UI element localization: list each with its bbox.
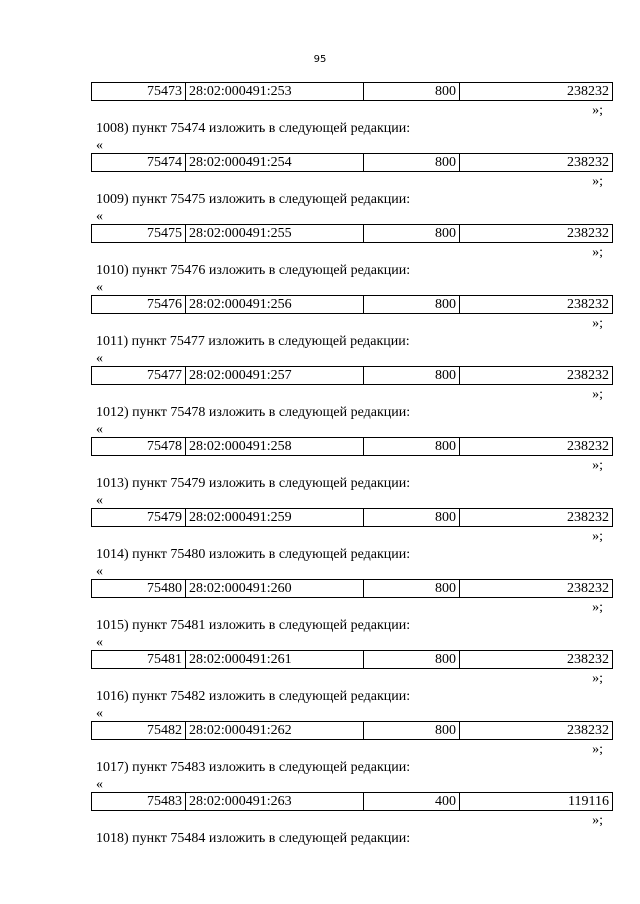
amendment-instruction: 1010) пункт 75476 изложить в следующей редакции: <box>96 263 411 278</box>
table-row <box>91 153 613 172</box>
closing-quote: »; <box>592 245 603 260</box>
opening-quote: « <box>96 706 103 721</box>
value-cell: 238232 <box>460 438 613 456</box>
table-row <box>91 721 613 740</box>
closing-quote: »; <box>592 742 603 757</box>
amendment-block <box>91 224 610 295</box>
item-number-cell: 75476 <box>92 296 186 314</box>
opening-quote: « <box>96 635 103 650</box>
opening-quote <box>96 848 610 863</box>
table-row <box>91 366 613 385</box>
item-number-cell: 75481 <box>92 651 186 669</box>
table-row <box>91 295 613 314</box>
table-row <box>91 792 613 811</box>
cadastral-number-cell: 28:02:000491:260 <box>186 580 364 598</box>
table-row <box>91 437 613 456</box>
cadastral-number-cell: 28:02:000491:262 <box>186 722 364 740</box>
item-number-cell: 75475 <box>92 225 186 243</box>
amendment-instruction: 1013) пункт 75479 изложить в следующей редакции: <box>96 476 411 491</box>
amendment-instruction: 1008) пункт 75474 изложить в следующей редакции: <box>96 121 411 136</box>
value-cell: 238232 <box>460 722 613 740</box>
table-row <box>91 579 613 598</box>
closing-quote: »; <box>592 316 603 331</box>
opening-quote: « <box>96 493 103 508</box>
amendment-block <box>91 579 610 650</box>
cadastral-number-cell: 28:02:000491:263 <box>186 793 364 811</box>
closing-quote: »; <box>592 174 603 189</box>
area-cell: 800 <box>364 438 460 456</box>
item-number-cell: 75480 <box>92 580 186 598</box>
amendment-instruction: 1015) пункт 75481 изложить в следующей редакции: <box>96 618 411 633</box>
page-number: 95 <box>313 54 327 65</box>
value-cell: 238232 <box>460 509 613 527</box>
area-cell: 800 <box>364 509 460 527</box>
amendment-instruction: 1018) пункт 75484 изложить в следующей редакции: <box>96 831 411 846</box>
closing-quote: »; <box>592 671 603 686</box>
amendment-block <box>91 650 610 721</box>
area-cell: 800 <box>364 154 460 172</box>
cadastral-number-cell: 28:02:000491:258 <box>186 438 364 456</box>
table-row <box>91 650 613 669</box>
table-row <box>91 224 613 243</box>
area-cell: 800 <box>364 651 460 669</box>
amendment-instruction: 1012) пункт 75478 изложить в следующей редакции: <box>96 405 411 420</box>
amendment-instruction: 1009) пункт 75475 изложить в следующей редакции: <box>96 192 411 207</box>
item-number-cell: 75477 <box>92 367 186 385</box>
item-number-cell: 75474 <box>92 154 186 172</box>
item-number-cell: 75483 <box>92 793 186 811</box>
table-row <box>91 82 613 101</box>
value-cell: 238232 <box>460 367 613 385</box>
cadastral-number-cell: 28:02:000491:254 <box>186 154 364 172</box>
cadastral-number-cell: 28:02:000491:253 <box>186 83 364 101</box>
area-cell: 800 <box>364 83 460 101</box>
opening-quote: « <box>96 564 103 579</box>
amendment-instruction: 1011) пункт 75477 изложить в следующей редакции: <box>96 334 410 349</box>
area-cell: 800 <box>364 296 460 314</box>
cadastral-number-cell: 28:02:000491:255 <box>186 225 364 243</box>
amendment-block <box>91 153 610 224</box>
item-number-cell: 75482 <box>92 722 186 740</box>
amendment-instruction: 1016) пункт 75482 изложить в следующей редакции: <box>96 689 411 704</box>
opening-quote: « <box>96 422 103 437</box>
amendment-block <box>91 437 610 508</box>
closing-quote: »; <box>592 600 603 615</box>
closing-quote: »; <box>592 458 603 473</box>
amendment-instruction: 1014) пункт 75480 изложить в следующей редакции: <box>96 547 411 562</box>
opening-quote: « <box>96 351 103 366</box>
amendment-block <box>91 792 610 863</box>
cadastral-number-cell: 28:02:000491:259 <box>186 509 364 527</box>
value-cell: 238232 <box>460 296 613 314</box>
amendment-block <box>91 366 610 437</box>
amendment-block <box>91 508 610 579</box>
table-row <box>91 508 613 527</box>
item-number-cell: 75478 <box>92 438 186 456</box>
item-number-cell: 75473 <box>92 83 186 101</box>
amendment-block <box>91 82 610 153</box>
area-cell: 800 <box>364 580 460 598</box>
amendment-instruction: 1017) пункт 75483 изложить в следующей редакции: <box>96 760 411 775</box>
area-cell: 800 <box>364 367 460 385</box>
value-cell: 238232 <box>460 225 613 243</box>
value-cell: 238232 <box>460 83 613 101</box>
area-cell: 800 <box>364 722 460 740</box>
opening-quote: « <box>96 280 103 295</box>
area-cell: 800 <box>364 225 460 243</box>
amendment-block <box>91 721 610 792</box>
cadastral-number-cell: 28:02:000491:257 <box>186 367 364 385</box>
closing-quote: »; <box>592 387 603 402</box>
opening-quote: « <box>96 777 103 792</box>
closing-quote: »; <box>592 529 603 544</box>
amendment-block <box>91 295 610 366</box>
opening-quote: « <box>96 138 103 153</box>
value-cell: 119116 <box>460 793 613 811</box>
document-body <box>91 82 610 863</box>
value-cell: 238232 <box>460 154 613 172</box>
value-cell: 238232 <box>460 580 613 598</box>
cadastral-number-cell: 28:02:000491:256 <box>186 296 364 314</box>
area-cell: 400 <box>364 793 460 811</box>
value-cell: 238232 <box>460 651 613 669</box>
item-number-cell: 75479 <box>92 509 186 527</box>
closing-quote: »; <box>592 103 603 118</box>
opening-quote: « <box>96 209 103 224</box>
cadastral-number-cell: 28:02:000491:261 <box>186 651 364 669</box>
closing-quote: »; <box>592 813 603 828</box>
